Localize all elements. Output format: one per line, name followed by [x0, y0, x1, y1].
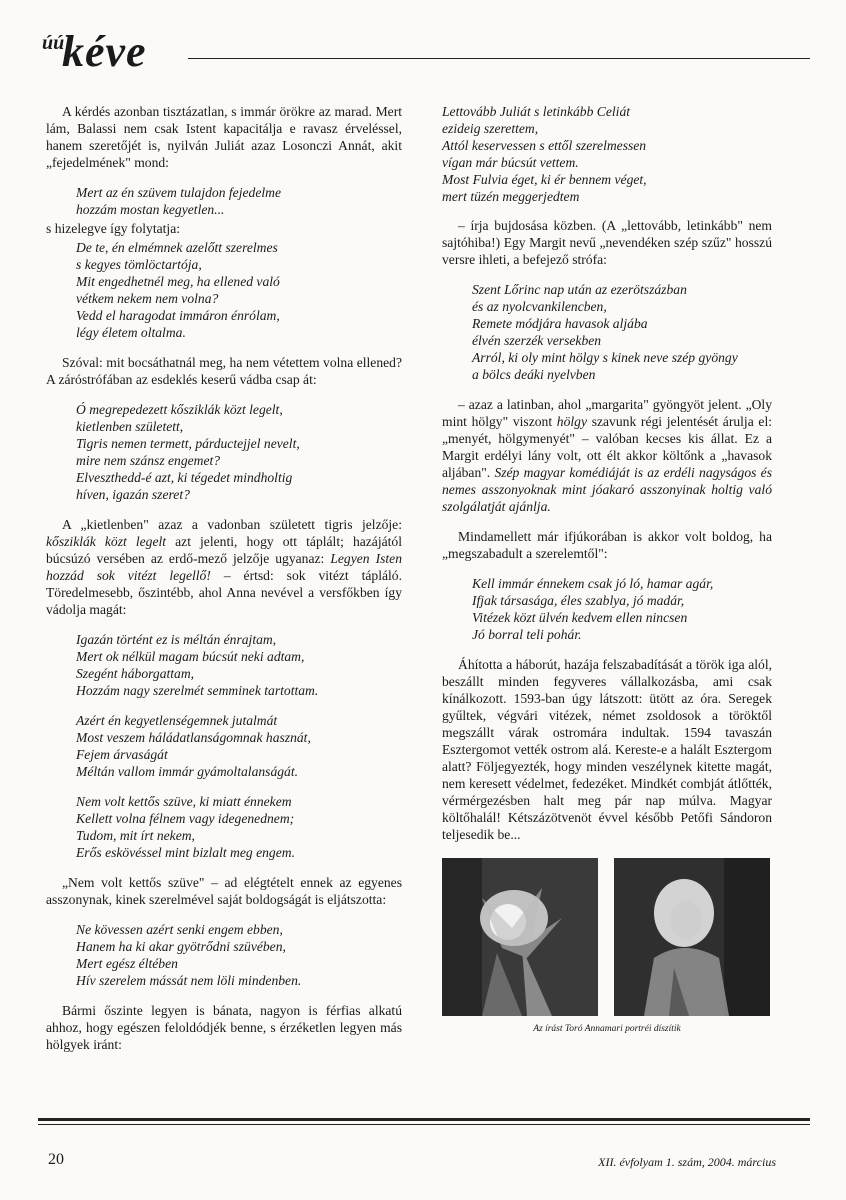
verse: [76, 921, 402, 989]
verse-line: Most Fulvia éget, ki ér bennem véget,: [442, 172, 647, 187]
verse-line: Fejem árvaságát: [76, 747, 168, 762]
paragraph: „Nem volt kettős szüve" – ad elégtételt ennek az egyenes asszonynak, kinek szerelmével saját boldogságát is eljátszotta:: [46, 875, 402, 907]
verse-line: Mit engedhetnél meg, ha ellened való: [76, 274, 280, 289]
verse-line: Nem volt kettős szüve, ki miatt énnekem: [76, 794, 292, 809]
verse: [76, 184, 402, 218]
verse-line: Mert egész éltében: [76, 956, 178, 971]
footer-rule: [38, 1118, 810, 1121]
verse-line: mert tüzén meggerjedtem: [442, 189, 580, 204]
masthead: [38, 18, 810, 78]
verse-line: Elveszthedd-é azt, ki tégedet mindholtig: [76, 470, 293, 485]
verse: [76, 712, 402, 780]
portrait-painting: [442, 858, 598, 1016]
verse-line: Azért én kegyetlenségemnek jutalmát: [76, 713, 278, 728]
verse-line: Mert az én szüvem tulajdon fejedelme: [76, 185, 281, 200]
verse: [76, 401, 402, 503]
paragraph: Bármi őszinte legyen is bánata, nagyon is férfias alkatú ahhoz, hogy egészen feloldódjék benne, s érzéketlen legyen más hölgyek iránt:: [46, 1003, 402, 1052]
verse-line: Erős eskövéssel mint bizlalt meg engem.: [76, 845, 295, 860]
verse-line: híven, igazán szeret?: [76, 487, 190, 502]
verse-line: Tigris nemen termett, párductejjel nevelt,: [76, 436, 300, 451]
verse-line: élvén szerzék versekben: [472, 333, 602, 348]
paragraph: Áhította a háborút, hazája felszabadítását a török iga alól, beszállt minden fegyveres vállalkozásba, ami csak kínálkozott. 1593-ban úgy látszott: ütött az óra. Seregek gyűltek, végvári vitézek, német zsoldosok a töröktől megszállt várak ostromára indultak. 1594 tavaszán Esztergomot vették ostrom alá. Kereste-e a halált Esztergom alatt? Följegyezték, hogy minden veszélynek kitette magát, nem keresett védelmet, fedezéket. Mindkét combját átlőtték, vérmérgezésben halt meg pár nap múlva. Magyar költőhalál! Kétszázötvenöt évvel később Petőfi Sándoron teljesedik be...: [442, 657, 772, 842]
verse-line: Vedd el haragodat immáron énrólam,: [76, 308, 280, 323]
verse-line: Vitézek közt ülvén kedvem ellen nincsen: [472, 610, 688, 625]
verse-line: s kegyes tömlöctartója,: [76, 257, 202, 272]
verse-line: Ne kövessen azért senki engem ebben,: [76, 922, 283, 937]
paragraph: – azaz a latinban, ahol „margarita" gyöngyöt jelent. „Oly mint hölgy" viszont hölgy szavunk régi jelentését árulja el: „menyét, hölgymenyét" – valóban kecses kis állat. Ez a Margit erdélyi lány volt, ott élt akkor költőnk a „havasok aljában". Szép magyar komédiáját is az erdéli nagyságos és nemes asszonyoknak mint jóakaró asszonyinak holtig való szolgálatját ajánlja.: [442, 397, 773, 514]
verse: [76, 793, 402, 861]
paragraph: s hizelegve így folytatja:: [46, 221, 181, 236]
verse-line: kietlenben született,: [76, 419, 184, 434]
verse-line: Attól keservessen s ettől szerelmessen: [442, 138, 647, 153]
paragraph: A kérdés azonban tisztázatlan, s immár örökre az marad. Mert lám, Balassi nem csak Istent kapacitálja e ravasz érveléssel, hanem szeretőjét is, nyilván Juliát azaz Losonczi Annát, akit „fejedelmének" mond:: [46, 104, 402, 170]
verse-line: Lettovább Juliát s letinkább Celiát: [442, 104, 631, 119]
portrait-figures: [442, 858, 772, 1018]
verse-line: Hanem ha ki akar gyötrődni szüvében,: [76, 939, 286, 954]
verse-line: vígan már búcsút vettem.: [442, 155, 579, 170]
figure-caption: Az írást Toró Annamari portréi díszítik: [533, 1024, 681, 1034]
verse: [472, 575, 772, 643]
verse-line: Remete módjára havasok aljába: [472, 316, 648, 331]
left-column: [46, 103, 402, 1066]
verse: [76, 631, 402, 699]
portrait-painting: [614, 858, 770, 1016]
issue-info: XII. évfolyam 1. szám, 2004. március: [598, 1155, 776, 1169]
verse-line: mire nem szánsz engemet?: [76, 453, 221, 468]
verse-line: vétkem nekem nem volna?: [76, 291, 219, 306]
verse-line: Igazán történt ez is méltán énrajtam,: [76, 632, 277, 647]
masthead-prefix: úú: [42, 32, 65, 54]
verse-line: a bölcs deáki nyelvben: [472, 367, 596, 382]
verse-line: Mert ok nélkül magam búcsút neki adtam,: [76, 649, 305, 664]
verse-line: Arról, ki oly mint hölgy s kinek neve szép gyöngy: [472, 350, 738, 365]
verse-line: Tudom, mit írt nekem,: [76, 828, 195, 843]
verse-line: De te, én elmémnek azelőtt szerelmes: [76, 240, 278, 255]
verse-line: légy életem oltalma.: [76, 325, 186, 340]
masthead-logo: kéve: [62, 27, 147, 76]
right-column: [442, 103, 772, 856]
verse-line: Ifjak társasága, éles szablya, jó madár,: [472, 593, 685, 608]
verse-line: Hozzám nagy szerelmét semminek tartottam.: [76, 683, 319, 698]
page-number: 20: [48, 1151, 64, 1168]
verse: [472, 281, 772, 383]
verse-line: Ó megrepedezett kősziklák közt legelt,: [76, 402, 283, 417]
verse-line: Kellett volna félnem vagy idegenednem;: [76, 811, 295, 826]
verse-line: Jó borral teli pohár.: [472, 627, 582, 642]
paragraph: – írja bujdosása közben. (A „lettovább, letinkább" nem sajtóhiba!) Egy Margit nevű „nevendéken szép szűz" hosszú versre ihleti, a befejező strófa:: [442, 218, 772, 267]
verse-line: Szegént háborgattam,: [76, 666, 195, 681]
verse-line: Méltán vallom immár gyámoltalanságát.: [76, 764, 299, 779]
verse: [76, 239, 402, 341]
header-rule: [188, 58, 810, 59]
verse-line: Hív szerelem mássát nem löli mindenben.: [76, 973, 302, 988]
verse-line: Kell immár énnekem csak jó ló, hamar agár,: [472, 576, 714, 591]
footer-rule: [38, 1124, 810, 1125]
verse-line: Szent Lőrinc nap után az ezerötszázban: [472, 282, 687, 297]
verse-line: Most veszem háládatlanságomnak hasznát,: [76, 730, 311, 745]
verse-line: ezideig szerettem,: [442, 121, 539, 136]
verse-line: és az nyolcvankilencben,: [472, 299, 607, 314]
verse: [442, 103, 772, 205]
paragraph: Szóval: mit bocsáthatnál meg, ha nem vétettem volna ellened? A záróstrófában az esdeklés keserű vádba csap át:: [46, 355, 402, 387]
verse-line: hozzám mostan kegyetlen...: [76, 202, 225, 217]
paragraph: Mindamellett már ifjúkorában is akkor volt boldog, ha „megszabadult a szerelemtől":: [442, 529, 772, 561]
paragraph: A „kietlenben" azaz a vadonban született tigris jelzője: kősziklák közt legelt azt jelenti, hogy ott táplált; hazájától búcsúzó versében az erdő-mező jelzője ugyanaz: Legyen Isten hozzád sok vitézt legellő! – értsd: sok vitézt tápláló. Töredelmesebb, őszintébb, ahol Anna nevével a versfőkben így vádolja magát:: [46, 517, 403, 617]
